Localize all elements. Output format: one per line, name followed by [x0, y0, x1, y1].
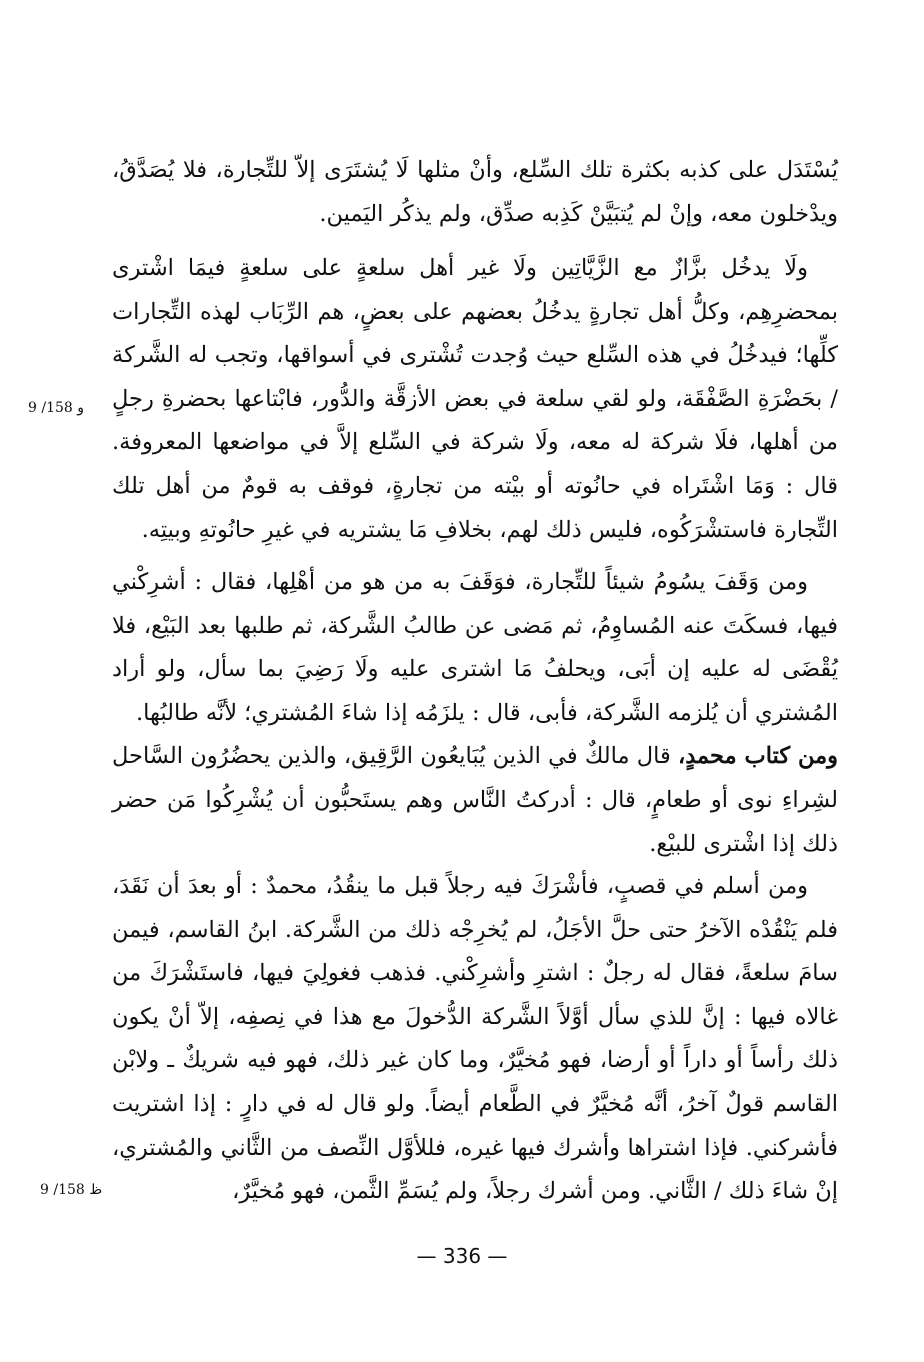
margin-folio-ref-recto: 9 /158 و: [28, 400, 85, 416]
paragraph-3: ومن وَقَفَ يسُومُ شيئاً للتِّجارة، فوَقَفَ به من هو من أهْلِها، فقال : أشرِكْني فيها، فسكَتَ عنه المُساوِمُ، ثم مَضى عن طالبُ الشَّركة، ثم طلبها بعد البَيْع، فلا يُقْضَى له عليه إن أبَى، ويحلفُ مَا اشترى عليه ولَا رَضِيَ بما سأل، ولو أراد المُشتري أن يُلزمه الشَّركة، فأبى، قال : يلزَمُه إذا شاءَ المُشتري؛ لأنَّه طالبُها.: [112, 569, 838, 726]
paragraph-1: يُسْتَدَل على كذبه بكثرة تلك السِّلع، وأنْ مثلها لَا يُشتَرَى إلاّ للتِّجارة، فلا يُصَدَّقُ، ويدْخلون معه، وإنْ لم يُتبَيَّنْ كَذِبه صدِّق، ولم يذكُر اليَمين.: [112, 157, 838, 227]
text-block-2: [112, 247, 838, 552]
paragraph-5: ومن أسلم في قصبٍ، فأشْرَكَ فيه رجلاً قبل ما ينقُدُ، محمدٌ : أو بعدَ أن نَقَدَ، فلم يَنْقُدْه الآخرُ حتى حلَّ الأجَلُ، لم يُخرِجْه ذلك من الشَّركة. ابنُ القاسم، فيمن سامَ سلعةً، فقال له رجلٌ : اشترِ وأشرِكْني. فذهب فغولِيَ فيها، فاستَشْرَكَ من غالاه فيها : إنَّ للذي سأل أوَّلاً الشَّركة الدُّخولَ مع هذا في نِصفِه، إلاّ أنْ يكون ذلك رأساً أو داراً أو أرضا، فهو مُخيَّرٌ، وما كان غير ذلك، فهو فيه شريكٌ ـ ولابْن القاسم قولٌ آخرُ، أنَّه مُخيَّرٌ في الطَّعام أيضاً. ولو قال له في دارٍ : إذا اشتريت فأشركني. فإذا اشتراها وأشرك فيها غيره، فللأوَّل النِّصف من الثَّاني والمُشتري، إنْ شاءَ ذلك / الثَّاني. ومن أشرك رجلاً، ولم يُسَمِّ الثَّمن، فهو مُخيَّرٌ،: [112, 873, 838, 1205]
text-block-1: [112, 149, 838, 236]
source-citation: ومن كتاب محمدٍ،: [677, 743, 839, 770]
page-number: — 336 —: [416, 1244, 508, 1268]
paragraph-4: [112, 735, 838, 866]
paragraph-4-body: قال مالكٌ في الذين يُبَايعُون الرَّقِيق، والذين يحضُرُون السَّاحل لشِراءِ نوى أو طعامٍ، قال : أدركتُ النَّاس وهم يستَحبُّون أن يُشْرِكُوا مَن حضر ذلك إذا اشْترى للبيْع.: [112, 743, 838, 857]
text-block-4: [112, 865, 838, 1214]
margin-folio-ref-verso: 9 /158 ظ: [40, 1182, 103, 1198]
paragraph-2: ولَا يدخُل بزَّازٌ مع الزَّيَّاتِين ولَا غير أهل سلعةٍ على سلعةٍ فيمَا اشْترى بمحضرِهِم، وكلُّ أهل تجارةٍ يدخُلُ بعضهم على بعضٍ، هم الرِّبَاب لهذه التِّجارات كلِّها؛ فيدخُلُ في هذه السِّلع حيث وُجدت تُشْترى في أسواقها، وتجب له الشَّركة / بحَضْرَةِ الصَّفْقَة، ولو لقي سلعة في بعض الأزقَّة والدُّور، فابْتاعها بحضرةِ رجلٍ من أهلها، فلَا شركة له معه، ولَا شركة في السِّلع إلاَّ في مواضعها المعروفة. قال : وَمَا اشْتَراه في حانُوته أو بيْته من تجارةٍ، فوقف به قومٌ من أهل تلك التِّجارة فاستشْرَكُوه، فليس ذلك لهم، بخلافِ مَا يشتريه في غيرِ حانُوتهِ وبيتِه.: [112, 255, 838, 543]
text-block-3: [112, 561, 838, 866]
